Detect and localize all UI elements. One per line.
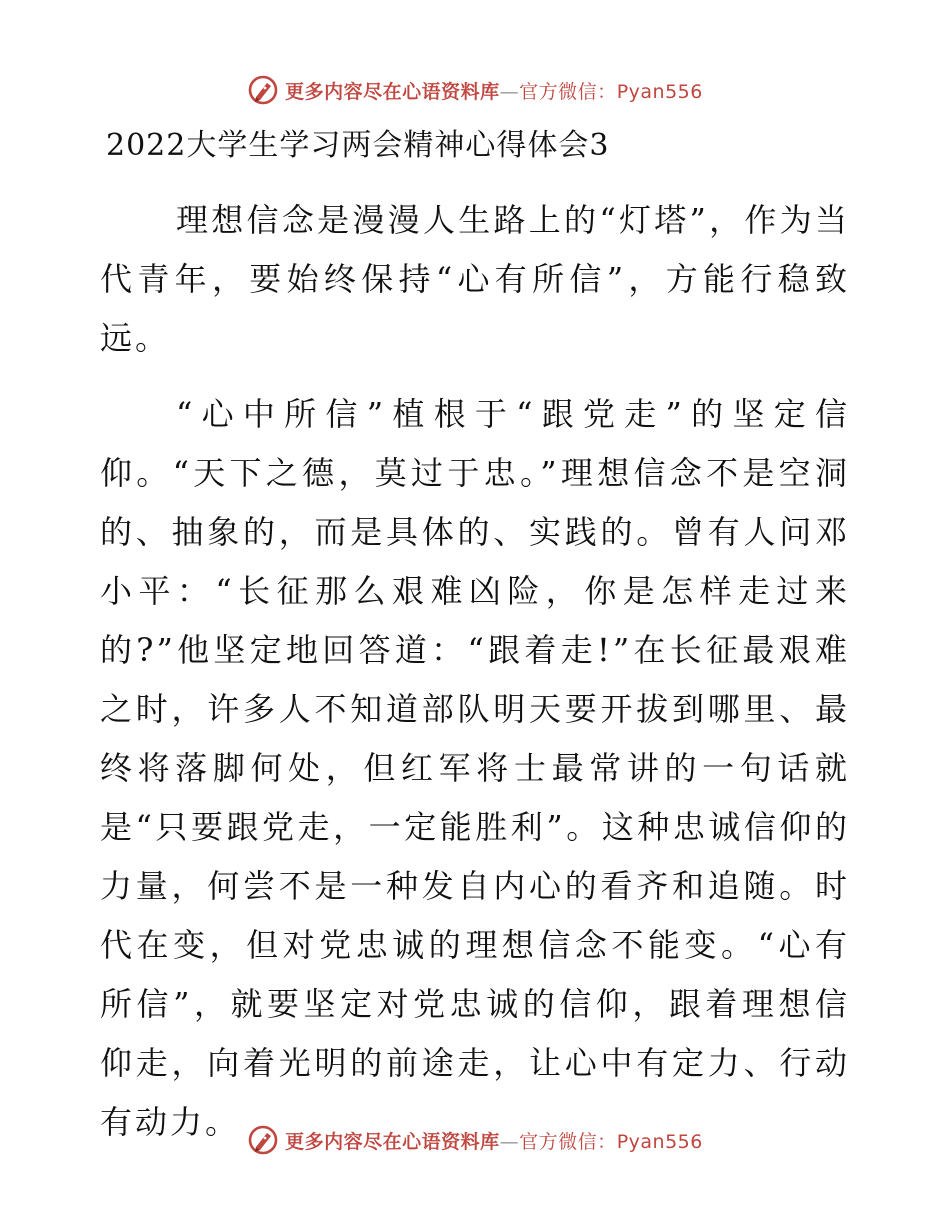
- banner-text: [285, 77, 703, 104]
- banner-wechat-label: 官方微信：: [519, 80, 617, 103]
- banner-wechat-id: Pyan556: [616, 1130, 703, 1153]
- pen-nib-icon: [247, 74, 279, 106]
- document-body: [100, 191, 850, 1169]
- banner-site-text: 更多内容尽在心语资料库: [285, 80, 500, 103]
- banner-dash: —: [499, 80, 520, 103]
- document-title: 2022大学生学习两会精神心得体会3: [106, 128, 610, 163]
- banner-wechat-label: 官方微信：: [519, 1130, 617, 1153]
- paragraph-1: 理想信念是漫漫人生路上的“灯塔”，作为当代青年，要始终保持“心有所信”，方能行稳致远。: [100, 201, 850, 357]
- banner-site-text: 更多内容尽在心语资料库: [285, 1130, 500, 1153]
- header-banner: [0, 70, 950, 110]
- banner-wechat-id: Pyan556: [616, 80, 703, 103]
- pen-nib-icon: [247, 1124, 279, 1156]
- banner-dash: —: [499, 1130, 520, 1153]
- footer-banner: [0, 1120, 950, 1160]
- paragraph-2: “心中所信”植根于“跟党走”的坚定信仰。“天下之德，莫过于忠。”理想信念不是空洞的、抽象的，而是具体的、实践的。曾有人问邓小平：“长征那么艰难凶险，你是怎样走过来的?”他坚定地回答道：“跟着走!”在长征最艰难之时，许多人不知道部队明天要开拔到哪里、最终将落脚何处，但红军将士最常讲的一句话就是“只要跟党走，一定能胜利”。这种忠诚信仰的力量，何尝不是一种发自内心的看齐和追随。时代在变，但对党忠诚的理想信念不能变。“心有所信”，就要坚定对党忠诚的信仰，跟着理想信仰走，向着光明的前途走，让心中有定力、行动有动力。: [100, 395, 850, 1141]
- banner-text: [285, 1127, 703, 1154]
